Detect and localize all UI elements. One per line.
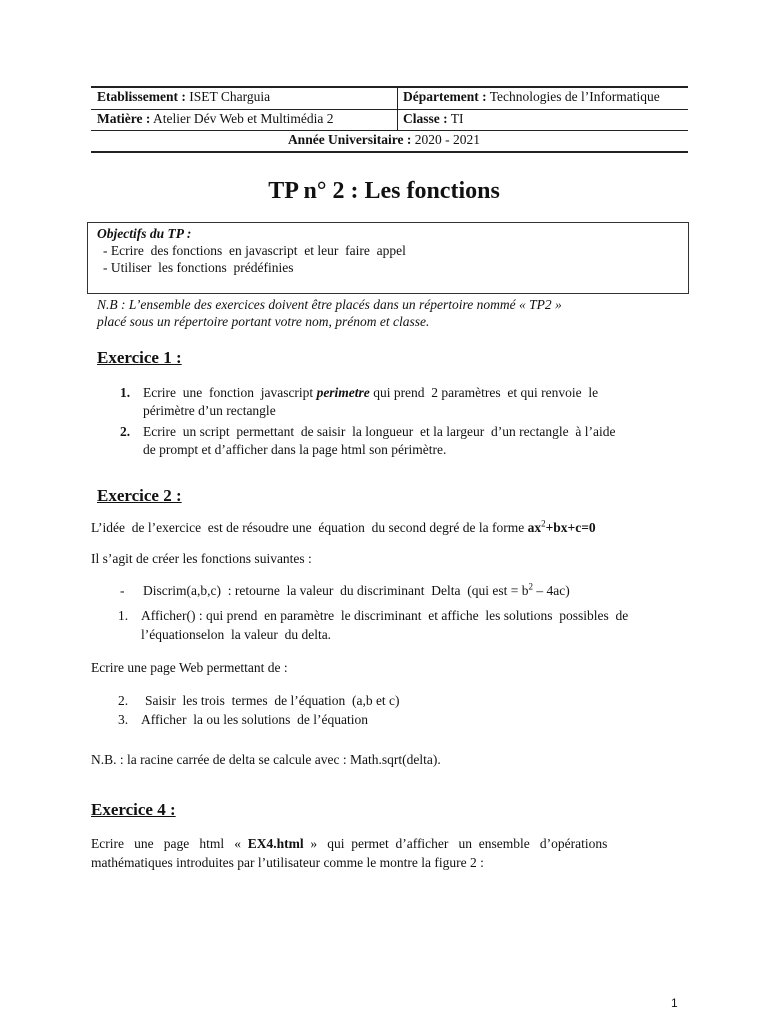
ex4-post: » qui permet d’afficher un ensemble d’opérations: [303, 836, 608, 851]
ex2-item-2-number: 2.: [118, 693, 129, 708]
matiere-cell: [97, 111, 333, 127]
annee-cell: [0, 132, 768, 148]
ex2-nb: N.B. : la racine carrée de delta se calcule avec : Math.sqrt(delta).: [91, 752, 441, 767]
discrim-exponent: 2: [528, 581, 533, 592]
classe-label: Classe :: [403, 111, 448, 126]
perimetre-keyword: perimetre: [316, 385, 370, 400]
classe-cell: [403, 111, 464, 127]
ex2-item-3: Afficher la ou les solutions de l’équation: [141, 712, 368, 727]
ex2-item-3-number: 3.: [118, 712, 129, 727]
page-title: TP n° 2 : Les fonctions: [268, 178, 500, 204]
annee-label: Année Universitaire :: [287, 132, 412, 147]
ex2-intro: [91, 520, 596, 536]
matiere-value: Atelier Dév Web et Multimédia 2: [152, 111, 334, 126]
departement-cell: [403, 89, 660, 105]
ex2-create: Il s’agit de créer les fonctions suivantes :: [91, 551, 312, 566]
ex2-bullet-discrim: [143, 583, 570, 599]
equation-ax: ax: [527, 520, 542, 535]
ex1-item-2-line-1: Ecrire un script permettant de saisir la longueur et la largeur d’un rectangle à l’aide: [143, 424, 616, 439]
ex2-intro-text: L’idée de l’exercice est de résoudre une équation du second degré de la forme: [91, 520, 528, 535]
ex1-item-1-line-1: [143, 385, 598, 401]
ex2-bullet-dash: -: [120, 583, 125, 598]
ex4-line-1: [91, 836, 607, 852]
exercise-2-title: Exercice 2 :: [97, 486, 182, 505]
etablissement-label: Etablissement :: [97, 89, 186, 104]
ex2-item-2: Saisir les trois termes de l’équation (a,b et c): [145, 693, 400, 708]
ex2-item-1-line-1: Afficher() : qui prend en paramètre le discriminant et affiche les solutions possibles de: [141, 608, 629, 623]
equation-exponent: 2: [541, 518, 546, 529]
objectives-heading: Objectifs du TP :: [97, 226, 192, 241]
classe-value: TI: [450, 111, 464, 126]
discrim-pre: Discrim(a,b,c) : retourne la valeur du discriminant Delta (qui est = b: [143, 583, 529, 598]
objective-item: - Ecrire des fonctions en javascript et leur faire appel: [103, 243, 406, 258]
ex2-item-1-number: 1.: [118, 608, 129, 623]
header-mid-rule-2: [91, 130, 688, 131]
ex1-item-2-number: 2.: [120, 424, 131, 439]
annee-value: 2020 - 2021: [414, 132, 481, 147]
ex2-item-1-line-2: l’équationselon la valeur du delta.: [141, 627, 332, 642]
nb-line-2: placé sous un répertoire portant votre nom, prénom et classe.: [97, 314, 430, 329]
objectives-box: [87, 222, 689, 294]
ex2-web: Ecrire une page Web permettant de :: [91, 660, 288, 675]
header-bottom-rule: [91, 151, 688, 153]
etablissement-cell: [97, 89, 270, 105]
ex1-item-1-post: qui prend 2 paramètres et qui renvoie le: [369, 385, 599, 400]
header-column-divider: [397, 86, 398, 130]
header-top-rule: [91, 86, 688, 88]
exercise-1-title: Exercice 1 :: [97, 348, 182, 367]
ex4-line-2: mathématiques introduites par l’utilisateur comme le montre la figure 2 :: [91, 855, 484, 870]
page-number: 1: [671, 996, 678, 1010]
ex4-filename: EX4.html: [247, 836, 304, 851]
departement-label: Département :: [403, 89, 487, 104]
discrim-post: – 4ac): [533, 583, 570, 598]
header-mid-rule: [91, 109, 688, 110]
ex4-pre: Ecrire une page html «: [91, 836, 248, 851]
ex1-item-2-line-2: de prompt et d’afficher dans la page html son périmètre.: [143, 442, 447, 457]
equation-rest: +bx+c=0: [545, 520, 596, 535]
exercise-4-title: Exercice 4 :: [91, 800, 176, 819]
departement-value: Technologies de l’Informatique: [489, 89, 660, 104]
ex1-item-1-number: 1.: [120, 385, 131, 400]
ex1-item-1-line-2: périmètre d’un rectangle: [143, 403, 276, 418]
objective-item: - Utiliser les fonctions prédéfinies: [103, 260, 294, 275]
etablissement-value: ISET Charguia: [189, 89, 271, 104]
nb-line-1: N.B : L’ensemble des exercices doivent être placés dans un répertoire nommé « TP2 »: [97, 297, 562, 312]
ex1-item-1-pre: Ecrire une fonction javascript: [143, 385, 317, 400]
matiere-label: Matière :: [97, 111, 151, 126]
